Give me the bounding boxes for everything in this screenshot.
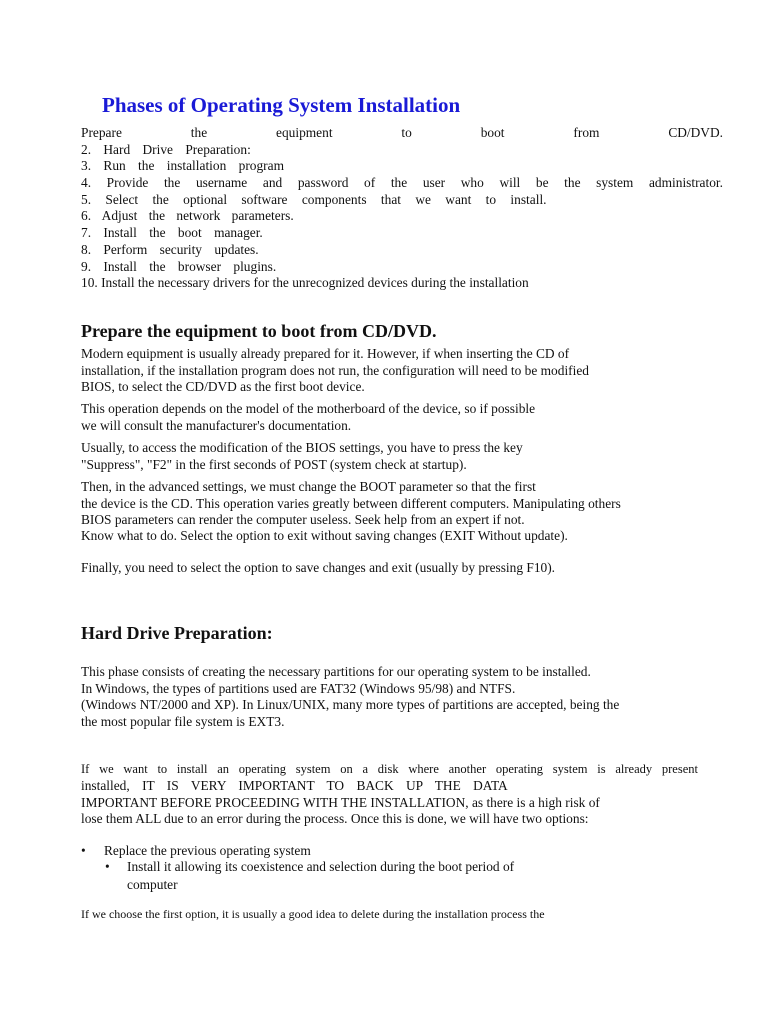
step-item: 7. Install the boot manager. — [81, 225, 263, 241]
step-item: 9. Install the browser plugins. — [81, 258, 277, 274]
section-heading-hard-drive: Hard Drive Preparation: — [81, 623, 273, 643]
page-title: Phases of Operating System Installation — [102, 93, 461, 117]
list-item: Replace the previous operating system — [104, 843, 311, 858]
paragraph-line: BIOS, to select the CD/DVD as the first boot device. — [81, 379, 365, 394]
paragraph-line: "Suppress", "F2" in the first seconds of POST (system check at startup). — [81, 457, 467, 472]
paragraph-line: This phase consists of creating the necessary partitions for our operating system to be installed. — [81, 664, 591, 679]
paragraph-line: installation, if the installation program does not run, the configuration will need to be modified — [81, 363, 589, 378]
warning-text: installed, IT IS VERY IMPORTANT TO BACK UP THE DATA — [81, 778, 508, 793]
paragraph-line: If we want to install an operating system on a disk where another operating system is already present — [81, 762, 698, 776]
paragraph-line: (Windows NT/2000 and XP). In Linux/UNIX, many more types of partitions are accepted, being the — [81, 697, 620, 712]
step-item: 10. Install the necessary drivers for the unrecognized devices during the installation — [81, 275, 529, 291]
step-item: Prepare the equipment to boot from CD/DVD. — [81, 125, 723, 140]
paragraph-line: lose them ALL due to an error during the process. Once this is done, we will have two options: — [81, 811, 589, 826]
paragraph-line: Then, in the advanced settings, we must change the BOOT parameter so that the first — [81, 479, 536, 494]
paragraph-line: the most popular file system is EXT3. — [81, 714, 285, 729]
list-item: computer — [127, 877, 178, 892]
paragraph-line: Know what to do. Select the option to exit without saving changes (EXIT Without update). — [81, 528, 568, 543]
step-item: 8. Perform security updates. — [81, 241, 259, 257]
paragraph-line: This operation depends on the model of the motherboard of the device, so if possible — [81, 401, 536, 416]
step-item: 2. Hard Drive Preparation: — [81, 141, 251, 157]
installation-steps-list — [81, 125, 723, 292]
step-item: 5. Select the optional software components that we want to install. — [81, 191, 547, 207]
section-heading-boot: Prepare the equipment to boot from CD/DVD. — [81, 321, 437, 341]
bullet-marker: • — [81, 843, 86, 858]
paragraph-line: In Windows, the types of partitions used are FAT32 (Windows 95/98) and NTFS. — [81, 681, 516, 696]
paragraph-line: Usually, to access the modification of the BIOS settings, you have to press the key — [81, 440, 523, 455]
paragraph-line — [81, 778, 508, 794]
paragraph-line: If we choose the first option, it is usually a good idea to delete during the installation process the — [81, 907, 545, 921]
paragraph-line: Finally, you need to select the option to save changes and exit (usually by pressing F10). — [81, 560, 556, 575]
paragraph-line: BIOS parameters can render the computer useless. Seek help from an expert if not. — [81, 512, 525, 527]
list-item: Install it allowing its coexistence and selection during the boot period of — [127, 859, 515, 874]
step-item: 4. Provide the username and password of the user who will be the system administrator. — [81, 175, 723, 191]
step-item: 6. Adjust the network parameters. — [81, 208, 294, 224]
bullet-marker: • — [105, 859, 110, 874]
step-item: 3. Run the installation program — [81, 158, 284, 174]
paragraph-line: we will consult the manufacturer's documentation. — [81, 418, 352, 433]
paragraph-line: the device is the CD. This operation varies greatly between different computers. Manipulating others — [81, 496, 621, 511]
paragraph-line: Modern equipment is usually already prepared for it. However, if when inserting the CD of — [81, 346, 570, 361]
paragraph-line: IMPORTANT BEFORE PROCEEDING WITH THE INSTALLATION, as there is a high risk of — [81, 795, 600, 810]
